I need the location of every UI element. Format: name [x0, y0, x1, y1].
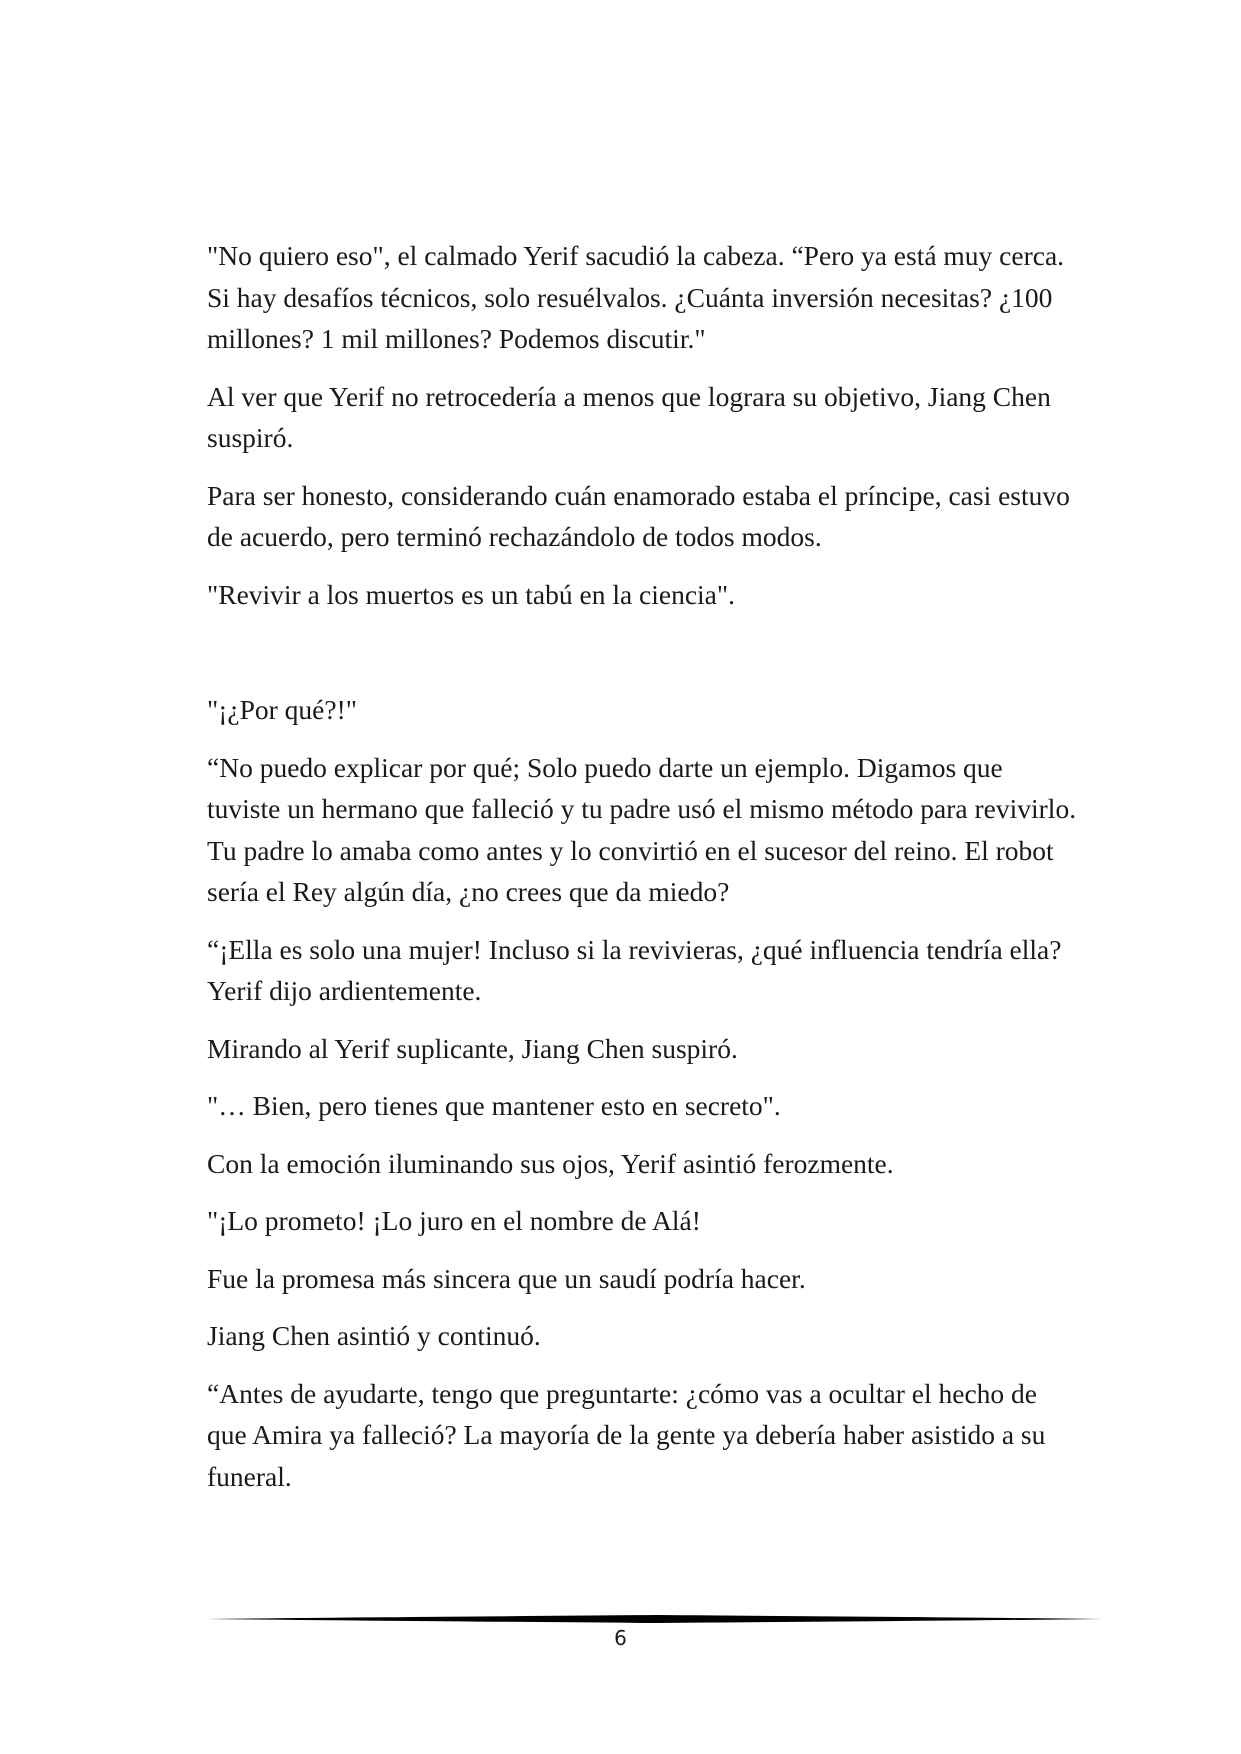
- paragraph: "¡¿Por qué?!": [207, 694, 357, 725]
- paragraph: Para ser honesto, considerando cuán enamorado estaba el príncipe, casi estuvo de acuerdo, pero terminó rechazándolo de todos modos.: [207, 479, 1070, 552]
- paragraph: "¡Lo prometo! ¡Lo juro en el nombre de Alá!: [207, 1205, 701, 1236]
- paragraph: "No quiero eso", el calmado Yerif sacudió la cabeza. “Pero ya está muy cerca. Si hay desafíos técnicos, solo resuélvalos. ¿Cuánta inversión necesitas? ¿100 millones? 1 mil millones? Podemos discutir.": [207, 240, 1065, 354]
- paragraph: Fue la promesa más sincera que un saudí podría hacer.: [207, 1262, 806, 1294]
- paragraph: Con la emoción iluminando sus ojos, Yerif asintió ferozmente.: [207, 1147, 894, 1179]
- paragraph: “No puedo explicar por qué; Solo puedo darte un ejemplo. Digamos que tuviste un hermano que falleció y tu padre usó el mismo método para revivirlo. Tu padre lo amaba como antes y lo convirtió en el sucesor del reino. El robot sería el Rey algún día, ¿no crees que da miedo?: [207, 751, 1077, 907]
- paragraph: Jiang Chen asintió y continuó.: [207, 1320, 541, 1351]
- paragraph: "… Bien, pero tienes que mantener esto en secreto".: [207, 1090, 781, 1121]
- paragraph: Al ver que Yerif no retrocedería a menos que lograra su objetivo, Jiang Chen suspiró.: [207, 380, 1051, 453]
- paragraph: “Antes de ayudarte, tengo que preguntarte: ¿cómo vas a ocultar el hecho de que Amira ya falleció? La mayoría de la gente ya debería haber asistido a su funeral.: [207, 1377, 1046, 1492]
- paragraph: "Revivir a los muertos es un tabú en la ciencia".: [207, 578, 735, 610]
- page-number: 6: [614, 1626, 627, 1650]
- paragraph: Mirando al Yerif suplicante, Jiang Chen suspiró.: [207, 1032, 738, 1064]
- footer-divider: [207, 1613, 1102, 1625]
- body-text: [207, 235, 1077, 1513]
- paragraph: “¡Ella es solo una mujer! Incluso si la revivieras, ¿qué influencia tendría ella? Yerif dijo ardientemente.: [207, 933, 1062, 1006]
